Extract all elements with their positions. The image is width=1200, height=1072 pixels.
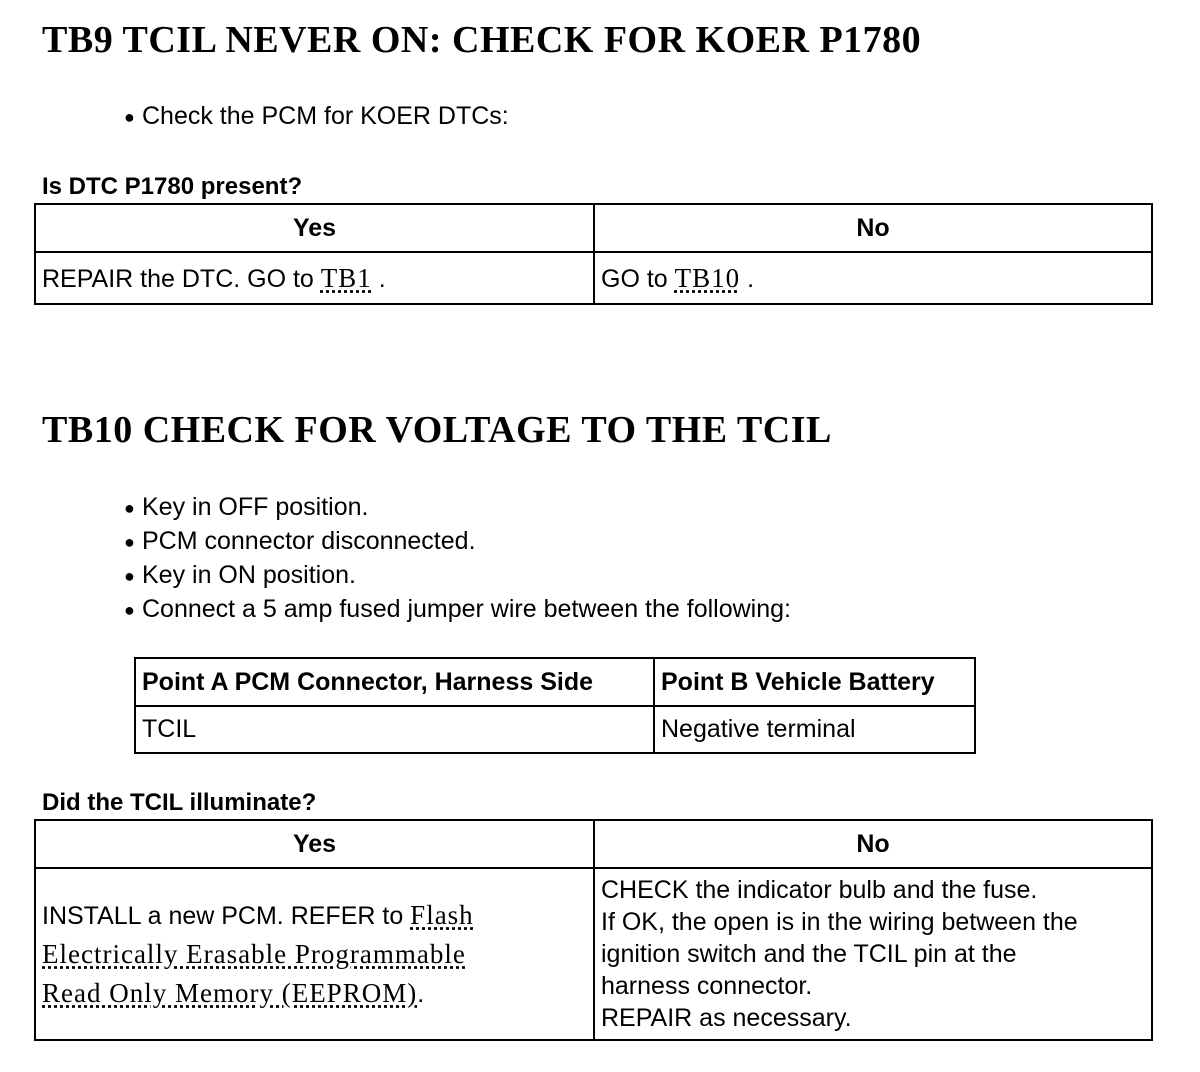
bullet-icon: ● <box>124 532 135 552</box>
tb9-bullet-list <box>124 99 509 133</box>
bullet-icon: ● <box>124 107 135 127</box>
tb10-result-table <box>34 819 1153 1041</box>
point-a-header: Point A PCM Connector, Harness Side <box>135 658 654 706</box>
point-b-value: Negative terminal <box>654 706 975 753</box>
point-a-value: TCIL <box>135 706 654 753</box>
tb10-bullet-list <box>124 490 791 626</box>
bullet-item: ● Connect a 5 amp fused jumper wire between the following: <box>124 592 791 626</box>
bullet-icon: ● <box>124 566 135 586</box>
point-b-header: Point B Vehicle Battery <box>654 658 975 706</box>
bullet-item: ● Key in ON position. <box>124 558 791 592</box>
no-cell: CHECK the indicator bulb and the fuse. If OK, the open is in the wiring between the ignition switch and the TCIL pin at the harness connector. REPAIR as necessary. <box>594 868 1152 1040</box>
yes-header: Yes <box>35 204 594 252</box>
bullet-item: ● PCM connector disconnected. <box>124 524 791 558</box>
tb10-question: Did the TCIL illuminate? <box>42 789 317 816</box>
points-table <box>134 657 976 754</box>
yes-cell: INSTALL a new PCM. REFER to Flash Electrically Erasable Programmable Read Only Memory (EEPROM). <box>35 868 594 1040</box>
yes-cell: REPAIR the DTC. GO to TB1 . <box>35 252 594 304</box>
link-tb1[interactable]: TB1 <box>320 262 372 293</box>
no-cell: GO to TB10 . <box>594 252 1152 304</box>
tb10-heading: TB10 CHECK FOR VOLTAGE TO THE TCIL <box>42 409 832 451</box>
yes-header: Yes <box>35 820 594 868</box>
bullet-item: ● Key in OFF position. <box>124 490 791 524</box>
bullet-icon: ● <box>124 498 135 518</box>
link-tb10[interactable]: TB10 <box>674 262 741 293</box>
tb9-heading: TB9 TCIL NEVER ON: CHECK FOR KOER P1780 <box>42 19 922 61</box>
link-flash-eeprom[interactable]: Flash Electrically Erasable Programmable Read Only Memory (EEPROM) <box>42 899 474 1008</box>
bullet-icon: ● <box>124 600 135 620</box>
no-header: No <box>594 820 1152 868</box>
tb9-result-table <box>34 203 1153 305</box>
no-header: No <box>594 204 1152 252</box>
bullet-item: ● Check the PCM for KOER DTCs: <box>124 99 509 133</box>
tb9-question: Is DTC P1780 present? <box>42 173 303 200</box>
